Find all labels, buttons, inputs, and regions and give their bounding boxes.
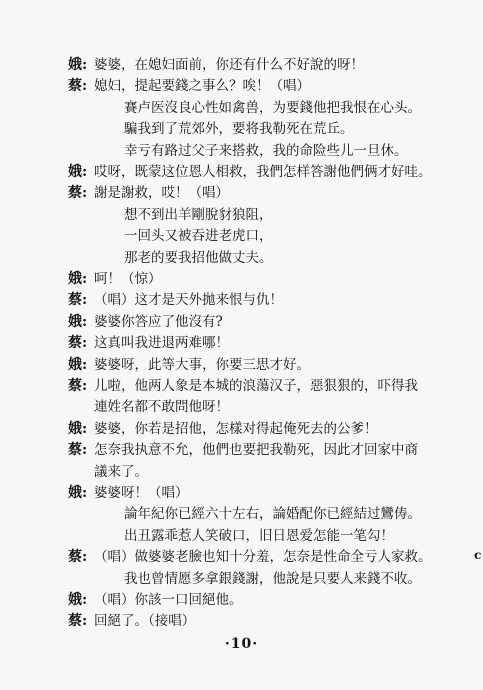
dialogue-line: [0, 482, 483, 504]
speaker-label: 娥:: [68, 164, 88, 180]
dialogue-line: [0, 118, 483, 140]
dialogue-line: [0, 375, 483, 397]
dialogue-line: [0, 161, 483, 183]
speaker-label: 蔡:: [68, 78, 88, 95]
dialogue-text: 呵！（惊）: [94, 271, 162, 287]
dialogue-text: 婆婆，你若是招他，怎樣对得起俺死去的公爹！: [94, 420, 378, 437]
dialogue-line: [0, 140, 483, 162]
dialogue-line: [0, 546, 483, 568]
dialogue-line: [0, 354, 483, 376]
dialogue-line: [0, 503, 483, 525]
dialogue-line: [0, 247, 483, 269]
speaker-label: 娥:: [68, 57, 88, 73]
dialogue-text: 謝是謝救，哎！（唱）: [94, 185, 229, 202]
speaker-label: 娥:: [68, 313, 88, 330]
speaker-label: 娥:: [68, 271, 88, 287]
speaker-label: 蔡:: [68, 442, 88, 459]
dialogue-line: [0, 332, 483, 354]
dialogue-text: （唱）这才是天外拋来恨与仇！: [94, 292, 283, 309]
verse-text: 出丑露乖惹人笑破口，旧日恩爱怎能一笔勾！: [124, 527, 394, 544]
speaker-label: 蔡:: [68, 549, 88, 566]
speaker-label: 娥:: [68, 485, 88, 501]
dialogue-line: [0, 439, 483, 461]
dialogue-text: （唱）你該一口回絕他。: [94, 592, 243, 608]
dialogue-line: [0, 204, 483, 226]
verse-text: 騙我到了荒郊外，要将我勒死在荒丘。: [124, 121, 354, 138]
dialogue-line: [0, 97, 483, 119]
dialogue-line: [0, 418, 483, 440]
dialogue-text: 議来了。: [94, 463, 148, 480]
verse-text: 我也曾情愿多拿銀錢謝，他說是只要人来錢不收。: [124, 570, 421, 587]
dialogue-text: 婆婆呀！（唱）: [94, 485, 189, 501]
verse-text: 一回头又被吞进老虎口，: [124, 228, 273, 245]
speaker-label: 蔡:: [68, 613, 88, 630]
verse-text: 賽卢医沒良心性如禽兽，为要錢他把我恨在心头。: [124, 99, 421, 116]
verse-text: 幸亏有路过父子来搭救，我的命险些儿一旦休。: [124, 142, 408, 159]
dialogue-text: 婆婆呀，此等大事，你要三思才好。: [94, 356, 310, 373]
dialogue-line: [0, 54, 483, 76]
dialogue-line: [0, 568, 483, 590]
dialogue-line: [0, 182, 483, 204]
speaker-label: 娥:: [68, 420, 88, 437]
dialogue-line: [0, 311, 483, 333]
dialogue-line: [0, 525, 483, 547]
speaker-label: 蔡:: [68, 185, 88, 202]
dialogue-line: [0, 225, 483, 247]
dialogue-line: [0, 396, 483, 418]
dialogue-line: [0, 289, 483, 311]
dialogue-text: 婆婆，在媳妇面前，你还有什么不好說的呀！: [94, 57, 364, 73]
dialogue-text: 怎奈我执意不允，他們也要把我勒死，因此才回家中商: [94, 442, 418, 459]
speaker-label: 蔡:: [68, 292, 88, 309]
dialogue-text: （唱）做婆婆老臉也知十分羞，怎奈是性命全亏人家救。: [94, 549, 432, 566]
speaker-label: 蔡:: [68, 335, 88, 352]
dialogue-line: [0, 461, 483, 483]
verse-text: 論年紀你已經六十左右，論婚配你已經結过鸞俦。: [124, 506, 421, 523]
dialogue-text: 媳妇，提起要錢之事么？唉！（唱）: [94, 78, 310, 95]
page-number: ·10·: [224, 636, 259, 652]
speaker-label: 蔡:: [68, 378, 88, 394]
speaker-label: 娥:: [68, 592, 88, 608]
dialogue-text: 連姓名都不敢問他呀！: [94, 399, 229, 416]
dialogue-text: 回絕了。（接唱）: [94, 613, 196, 630]
dialogue-text: 这真叫我进退两难哪！: [94, 335, 229, 352]
dialogue-line: [0, 589, 483, 611]
dialogue-line: [0, 75, 483, 97]
verse-text: 那老的要我招他做丈夫。: [124, 249, 273, 266]
dialogue-text: 哎呀，既蒙这位恩人相救，我們怎样答謝他們俩才好哇。: [94, 164, 432, 180]
dialogue-text: 儿啦，他两人象是本城的浪蕩汉子，惡狠狠的，吓得我: [94, 378, 418, 394]
dialogue-line: [0, 610, 483, 632]
verse-text: 想不到出羊剛脫豺狼阻，: [124, 206, 273, 223]
dialogue-text: 婆婆你答应了他沒有?: [94, 313, 223, 330]
dialogue-line: [0, 268, 483, 290]
margin-mark: c: [474, 548, 482, 562]
speaker-label: 娥:: [68, 356, 88, 373]
